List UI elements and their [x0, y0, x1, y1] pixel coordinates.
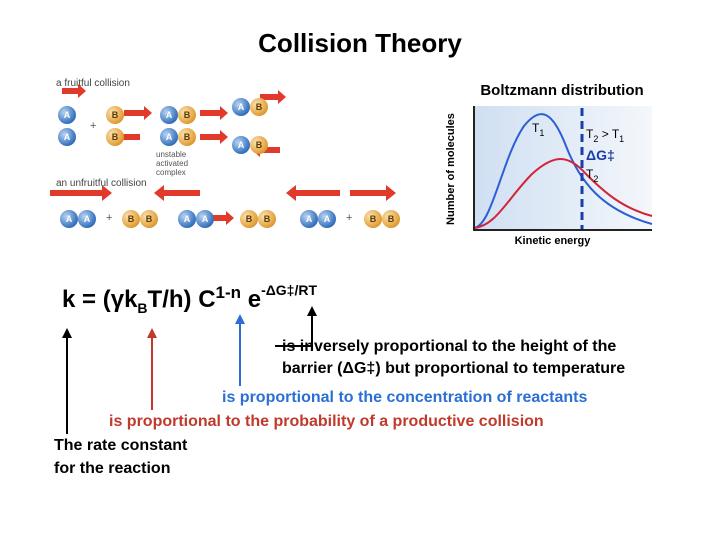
atom-b: B — [178, 106, 196, 124]
boltzmann-subscript: B — [137, 299, 148, 316]
gamma-symbol: γ — [110, 286, 125, 313]
atom-b: B — [240, 210, 258, 228]
atom-a: A — [160, 128, 178, 146]
probability-description: is proportional to the probability of a productive collision — [109, 413, 544, 430]
atom-a: A — [178, 210, 196, 228]
rate-constant-description: The rate constant for the reaction — [54, 437, 188, 477]
t2-label: $T_2$ — [586, 167, 599, 184]
atom-a: A — [160, 106, 178, 124]
boltzmann-title: Boltzmann distribution — [480, 82, 644, 99]
unfruitful-caption: an unfruitful collision — [56, 178, 147, 189]
atom-b: B — [122, 210, 140, 228]
x-axis-label: Kinetic energy — [514, 235, 591, 247]
atom-a: A — [58, 128, 76, 146]
atom-b: B — [250, 98, 268, 116]
atom-a: A — [78, 210, 96, 228]
temperature-compare-label: $T_2 > T_1$ — [586, 127, 625, 144]
equation-k: k = ( — [62, 286, 111, 313]
atom-b: B — [250, 136, 268, 154]
boltzmann-constant: k — [124, 286, 138, 313]
plus-sign: + — [346, 212, 353, 224]
atom-b: B — [178, 128, 196, 146]
atom-a: A — [232, 98, 250, 116]
atom-a: A — [60, 210, 78, 228]
atom-a: A — [58, 106, 76, 124]
atom-b: B — [106, 106, 124, 124]
concentration-term: C — [198, 286, 216, 313]
fruitful-caption: a fruitful collision — [56, 78, 130, 89]
atom-b: B — [106, 128, 124, 146]
arrowhead-rate-constant — [62, 328, 72, 338]
plus-sign: + — [106, 212, 113, 224]
exponent-description: is inversely proportional to the height of the barrier (ΔG‡) but proportional to temperature — [282, 338, 626, 377]
atom-a: A — [196, 210, 214, 228]
atom-a: A — [232, 136, 250, 154]
exponential-exponent: -ΔG‡/RT — [261, 282, 318, 298]
atom-b: B — [140, 210, 158, 228]
concentration-description: is proportional to the concentration of reactants — [222, 389, 588, 406]
t-over-h: T/h) — [147, 286, 199, 313]
atom-b: B — [364, 210, 382, 228]
atom-b: B — [258, 210, 276, 228]
y-axis-label: Number of molecules — [445, 113, 457, 225]
activated-complex-label: unstable activated complex — [156, 150, 189, 177]
barrier-label: ΔG‡ — [586, 147, 615, 163]
atom-a: A — [318, 210, 336, 228]
exponential-e: e — [241, 286, 262, 313]
atom-a: A — [300, 210, 318, 228]
arrowhead-concentration — [235, 314, 245, 324]
plus-sign: + — [90, 120, 97, 132]
arrowhead-gamma — [147, 328, 157, 338]
arrowhead-exponent — [307, 306, 317, 316]
concentration-exponent: 1-n — [215, 283, 242, 302]
page-title: Collision Theory — [258, 28, 462, 58]
atom-b: B — [382, 210, 400, 228]
t1-label: $T_1$ — [532, 121, 545, 138]
